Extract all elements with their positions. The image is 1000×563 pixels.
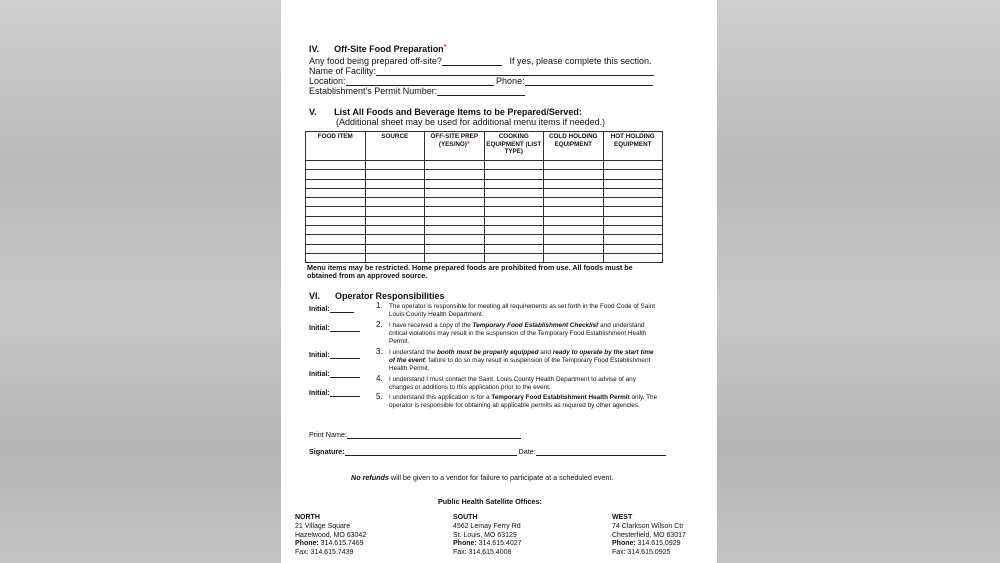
table-row [306,244,663,253]
blurred-background-left [0,0,281,563]
section-4-heading: IV. Off-Site Food Preparation* [309,44,447,54]
initial-field-1: Initial: [309,305,354,313]
table-row [306,170,663,179]
col-food-item: FOOD ITEM [306,132,366,161]
responsibility-5: I understand this application is for a Temporary Food Establishment Health Permit only. The operator is responsible for obtaining all applicable permits as required by other agencies. [389,394,658,409]
item-number: 1. [376,301,383,310]
document-page [281,0,717,563]
item-number: 5. [376,392,383,401]
section-5-subtitle: (Additional sheet may be used for additional menu items if needed.) [336,117,606,127]
office-south: SOUTH 4562 Lemay Ferry Rd St. Louis, MO 63129 Phone: 314.615.4027 Fax: 314.615.4008 [453,514,522,557]
initial-field-4: Initial: [309,370,360,378]
table-row [306,161,663,170]
print-name-field: Print Name: [309,430,521,439]
initial-field-3: Initial: [309,351,360,359]
offsite-question: Any food being prepared off-site? If yes, please complete this section. [309,56,652,66]
section-5-heading: V. List All Foods and Beverage Items to be Prepared/Served: [309,107,582,117]
office-north: NORTH 21 Village Square Hazelwood, MO 63042 Phone: 314.615.7469 Fax: 314.615.7439 [295,514,367,557]
col-offsite-prep: OFF-SITE PREP (YES/NO)* [425,132,485,161]
menu-note-line-1: Menu items may be restricted. Home prepared foods are prohibited from use. All foods must be [307,263,633,272]
responsibility-1: The operator is responsible for meeting all requirements as set forth in the Food Code of Saint Louis County Health Department. [389,303,656,318]
col-cold-holding: COLD HOLDING EQUIPMENT [544,132,604,161]
table-row [306,207,663,216]
table-row [306,179,663,188]
item-number: 2. [376,320,383,329]
menu-note-line-2: obtained from an approved source. [307,271,428,280]
col-source: SOURCE [365,132,425,161]
permit-field: Establishment's Permit Number: [309,86,525,96]
table-row [306,235,663,244]
table-row [306,198,663,207]
col-hot-holding: HOT HOLDING EQUIPMENT [603,132,663,161]
office-west: WEST 74 Clarkson Wilson Ctr Chesterfield, MO 63017 Phone: 314.615.0929 Fax: 314.615.0925 [612,514,686,557]
table-row [306,253,663,262]
table-row [306,188,663,197]
facility-field: Name of Facility: [309,66,654,76]
item-number: 4. [376,374,383,383]
initial-field-5: Initial: [309,389,360,397]
blurred-background-right [717,0,1000,563]
initial-field-2: Initial: [309,324,360,332]
signature-field: Signature: Date: [309,447,666,456]
offices-title: Public Health Satellite Offices: [438,497,542,506]
table-row [306,226,663,235]
responsibility-2: I have received a copy of the Temporary Food Establishment Checklist and understand critical violations may result in the suspension of the Temporary Food Establishment Health Permit. [389,322,647,345]
table-row [306,216,663,225]
refund-notice: No refunds will be given to a vendor for failure to participate at a scheduled event. [351,473,614,482]
location-phone-field: Location: Phone: [309,76,653,86]
responsibility-3: I understand the booth must be properly equipped and ready to operate by the start time of the event; failure to do so may result in suspension of the Temporary Food Establishment Health Permit. [389,349,654,372]
responsibility-4: I understand I must contact the Saint. Louis County Health Department to advise of any changes or additions to this application prior to the event. [389,376,636,391]
item-number: 3. [376,347,383,356]
food-items-table [305,131,663,263]
col-cooking-equipment: COOKING EQUIPMENT (LIST TYPE) [484,132,544,161]
section-6-heading: VI. Operator Responsibilities [309,291,445,301]
